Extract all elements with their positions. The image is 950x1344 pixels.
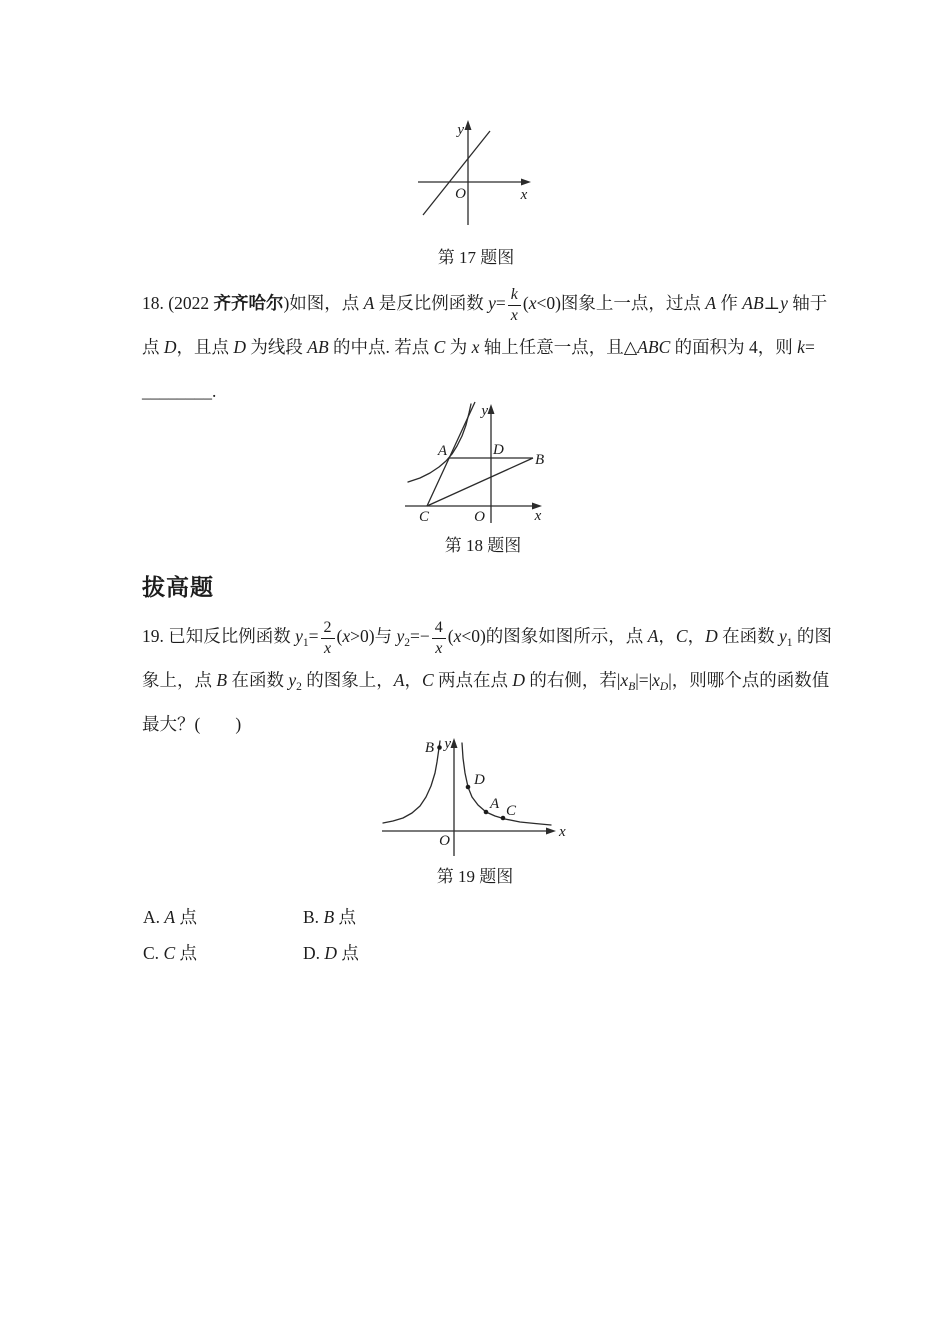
- fig19-x-arrow-icon: [546, 828, 556, 835]
- fig18-line-CA: [427, 402, 475, 506]
- choice-A: A. A 点: [143, 907, 197, 927]
- fig19-point-A-dot: [484, 810, 489, 815]
- fig18-point-A-label: A: [437, 443, 447, 459]
- choice-D: D. D 点: [303, 943, 359, 963]
- fig18-segment-CB: [427, 458, 533, 506]
- problem-19: [142, 614, 842, 746]
- fig18-y-label: y: [481, 403, 488, 419]
- problem-18-answer-blank: ________.: [142, 381, 217, 401]
- figure-19-caption: 第 19 题图: [436, 867, 514, 886]
- fig17-line-graph: [423, 131, 490, 215]
- fig18-point-B-label: B: [535, 452, 545, 468]
- problem-18: [142, 281, 842, 413]
- fig17-x-label: x: [520, 187, 528, 203]
- fig19-y-arrow-icon: [451, 738, 458, 748]
- choice-B: B. B 点: [303, 907, 357, 927]
- problem-18-line-1: 18. (2022 齐齐哈尔)如图，点 A 是反比例函数 y= $\frac{k}{x}$ (x<0)图象上一点，过点 A 作 AB⊥y 轴于: [142, 286, 828, 324]
- figure-17-graph: [390, 110, 550, 240]
- fig19-point-B-label: B: [424, 740, 434, 756]
- fig18-point-C-label: C: [418, 509, 430, 525]
- problem-19-line-3: 最大？( ): [142, 714, 242, 734]
- fig17-y-arrow-icon: [465, 120, 472, 130]
- fig19-point-D-label: D: [474, 772, 485, 788]
- fig17-x-arrow-icon: [521, 179, 531, 186]
- figure-18-graph: [395, 398, 550, 530]
- section-heading: 拔高题: [142, 574, 214, 600]
- fig19-point-C-label: C: [506, 803, 517, 819]
- fig18-point-D-label: D: [493, 442, 504, 458]
- fig19-point-C-dot: [501, 816, 506, 821]
- problem-19-line-1: 19. 已知反比例函数 $y_1=$ $\frac{2}{x}$ (x>0)与 $y_2=-$ $\frac{4}{x}$ (x<0)的图象如图所示，点 A，C，D 在函数 $y_1$ 的图: [142, 619, 832, 657]
- fig17-y-label: y: [457, 122, 464, 138]
- figure-19-graph: [375, 732, 575, 862]
- fig19-x-label: x: [559, 824, 566, 840]
- fig17-origin-label: O: [455, 186, 466, 202]
- figure-17-caption: 第 17 题图: [437, 248, 515, 267]
- fig19-y-label: y: [444, 736, 451, 752]
- fig19-point-D-dot: [466, 785, 471, 790]
- fig19-point-B-dot: [437, 745, 442, 750]
- fig18-x-label: x: [534, 508, 542, 524]
- fig18-y-arrow-icon: [488, 404, 495, 414]
- choice-C: C. C 点: [143, 943, 197, 963]
- problem-18-line-2: 点 D，且点 D 为线段 AB 的中点. 若点 C 为 x 轴上任意一点，且△ABC 的面积为 4，则 k=: [142, 337, 815, 357]
- fig18-origin-label: O: [474, 509, 485, 525]
- fig19-origin-label: O: [439, 833, 450, 849]
- fig19-point-A-label: A: [490, 796, 500, 812]
- figure-18-caption: 第 18 题图: [444, 536, 522, 555]
- problem-19-line-2: 象上，点 B 在函数 $y_2$ 的图象上，A，C 两点在点 D 的右侧，若$|x_B|=|x_D|$，则哪个点的函数值: [142, 670, 830, 693]
